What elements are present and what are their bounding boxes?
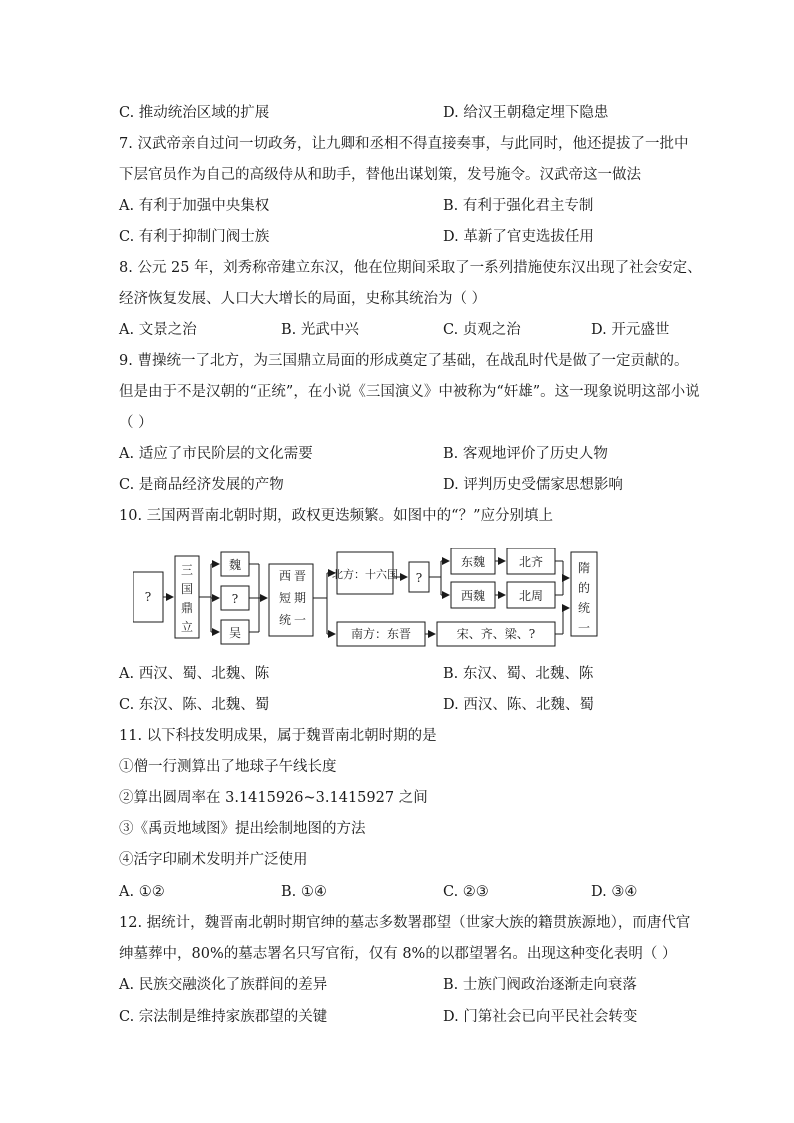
q9-stem-line2: 但是由于不是汉朝的“正统”，在小说《三国演义》中被称为“奸雄”。这一现象说明这部小说 (119, 384, 700, 400)
q11-item-3: ③《禹贡地域图》提出绘制地图的方法 (119, 821, 366, 837)
xijin-char-3: 短 (278, 591, 292, 605)
sanguo-char-3: 鼎 (180, 601, 194, 615)
q8-stem-line1: 8. 公元 25 年，刘秀称帝建立东汉，他在位期间采取了一系列措施使东汉出现了社会安定、 (119, 260, 702, 276)
dynasty-flow-svg (133, 548, 603, 648)
q11-item-2: ②算出圆周率在 3.1415926~3.1415927 之间 (119, 790, 428, 806)
q9-stem-line3: （ ） (119, 415, 153, 431)
south-dyn-label: 宋、齐、梁、? (456, 627, 536, 641)
xijin-char-6: 一 (293, 613, 307, 627)
sanguo-char-2: 国 (180, 582, 194, 596)
q12-stem-line1: 12. 据统计，魏晋南北朝时期官绅的墓志多数署郡望（世家大族的籍贯族源地），而唐代官 (119, 915, 691, 931)
dongwei-label: 东魏 (460, 555, 486, 569)
q9-option-d: D. 评判历史受儒家思想影响 (443, 477, 623, 493)
q8-option-d: D. 开元盛世 (591, 322, 670, 338)
q10-option-c: C. 东汉、陈、北魏、蜀 (119, 697, 270, 713)
q9-stem-line1: 9. 曹操统一了北方，为三国鼎立局面的形成奠定了基础，在战乱时代是做了一定贡献的。 (119, 353, 689, 369)
wei-label: 魏 (228, 558, 242, 572)
q7-option-c: C. 有利于抑制门阀士族 (119, 229, 270, 245)
q7-option-a: A. 有利于加强中央集权 (119, 198, 270, 214)
xiwei-label: 西魏 (460, 589, 486, 603)
q8-stem-line2: 经济恢复发展、人口大大增长的局面，史称其统治为（ ） (119, 291, 487, 307)
q10-option-a: A. 西汉、蜀、北魏、陈 (119, 666, 270, 682)
q11-option-a: A. ①② (119, 884, 165, 900)
wu-label: 吴 (228, 626, 242, 640)
q12-option-a: A. 民族交融淡化了族群间的差异 (119, 977, 328, 993)
q11-option-b: B. ①④ (281, 884, 327, 900)
q8-option-c: C. 贞观之治 (443, 322, 521, 338)
q9-option-c: C. 是商品经济发展的产物 (119, 477, 284, 493)
sui-char-2: 的 (577, 581, 591, 595)
north-q-label: ? (415, 571, 423, 585)
q7-option-d: D. 革新了官吏选拔任用 (443, 229, 594, 245)
q11-option-c: C. ②③ (443, 884, 489, 900)
q11-stem: 11. 以下科技发明成果，属于魏晋南北朝时期的是 (119, 728, 437, 744)
q9-option-a: A. 适应了市民阶层的文化需要 (119, 446, 313, 462)
sui-char-3: 统 (577, 601, 591, 615)
sui-char-1: 隋 (577, 561, 591, 575)
north-label: 北方：十六国 (332, 568, 398, 581)
xijin-char-5: 统 (278, 613, 292, 627)
xijin-char-4: 期 (293, 591, 307, 605)
beiqi-label: 北齐 (518, 555, 544, 569)
diagram-start-label: ? (144, 590, 152, 604)
q11-item-1: ①僧一行测算出了地球子午线长度 (119, 759, 337, 775)
q12-option-b: B. 士族门阀政治逐渐走向衰落 (443, 977, 637, 993)
mid-q-label: ? (231, 592, 239, 606)
q11-item-4: ④活字印刷术发明并广泛使用 (119, 852, 308, 868)
q12-option-d: D. 门第社会已向平民社会转变 (443, 1009, 638, 1025)
q12-stem-line2: 绅墓葬中，80%的墓志署名只写官衔，仅有 8%的以郡望署名。出现这种变化表明（ ） (119, 946, 677, 962)
south-label: 南方：东晋 (350, 627, 412, 641)
q9-option-b: B. 客观地评价了历史人物 (443, 446, 608, 462)
q11-option-d: D. ③④ (591, 884, 638, 900)
q7-option-b: B. 有利于强化君主专制 (443, 198, 594, 214)
beizhou-label: 北周 (518, 589, 544, 603)
dynasty-flow-diagram (133, 548, 603, 648)
sanguo-char-4: 立 (180, 620, 194, 634)
q6-option-c: C. 推动统治区域的扩展 (119, 105, 270, 121)
q10-stem: 10. 三国两晋南北朝时期，政权更迭频繁。如图中的“？”应分别填上 (119, 508, 553, 524)
q7-stem-line2: 下层官员作为自己的高级侍从和助手，替他出谋划策，发号施令。汉武帝这一做法 (119, 167, 641, 183)
q10-option-b: B. 东汉、蜀、北魏、陈 (443, 666, 594, 682)
q8-option-b: B. 光武中兴 (281, 322, 359, 338)
xijin-char-1: 西 (278, 569, 292, 583)
sanguo-char-1: 三 (180, 563, 194, 577)
q6-option-d: D. 给汉王朝稳定埋下隐患 (443, 105, 609, 121)
q10-option-d: D. 西汉、陈、北魏、蜀 (443, 697, 594, 713)
q7-stem-line1: 7. 汉武帝亲自过问一切政务，让九卿和丞相不得直接奏事，与此同时，他还提拔了一批中 (119, 136, 689, 152)
xijin-char-2: 晋 (293, 569, 307, 583)
q8-option-a: A. 文景之治 (119, 322, 197, 338)
sui-char-4: 一 (577, 621, 591, 635)
q12-option-c: C. 宗法制是维持家族郡望的关键 (119, 1009, 328, 1025)
